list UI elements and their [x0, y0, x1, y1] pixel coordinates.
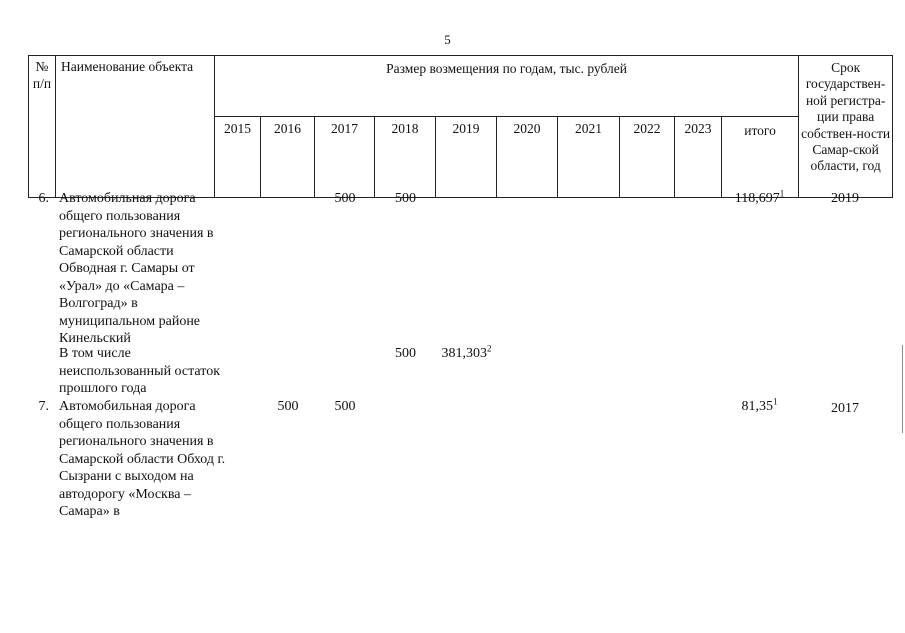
header-year-2016: 2016 [261, 117, 315, 198]
header-year-2021: 2021 [558, 117, 620, 198]
header-object-name: Наименование объекта [56, 56, 215, 198]
row-6-sub-value-2019: 381,303$^2$ [441, 343, 492, 361]
table-header [28, 55, 893, 198]
header-number: № п/п [29, 56, 56, 198]
header-compensation-size: Размер возмещения по годам, тыс. рублей [215, 56, 799, 117]
row-6-number: 6. [38, 191, 49, 206]
header-total: итого [722, 117, 799, 198]
header-year-2017: 2017 [315, 117, 375, 198]
header-year-2015: 2015 [215, 117, 261, 198]
scan-edge-line [902, 345, 903, 433]
row-6-value-2017: 500 [334, 191, 356, 206]
row-7-total: 81,35$^1$ [741, 396, 778, 414]
row-6-sub-name: В том числе неиспользованный остаток прошлого года [59, 346, 220, 396]
page-number: 5 [444, 32, 451, 47]
row-6-object-name: Автомобильная дорога общего пользования регионального значения в Самарской области Обводная г. Самары от «Урал» до «Самара – Волгоград» в муниципальном районе Кинельский [59, 191, 214, 346]
row-6-sub-value-2018: 500 [395, 346, 416, 361]
row-7-object-name: Автомобильная дорога общего пользования регионального значения в Самарской области Обход г. Сызрани с выходом на автодорогу «Москва – Самара» в [59, 399, 226, 519]
header-year-2020: 2020 [497, 117, 558, 198]
header-year-2023: 2023 [675, 117, 722, 198]
header-year-2018: 2018 [375, 117, 436, 198]
header-registration-term: Срок государствен-ной регистра-ции права собствен-ности Самар-ской области, год [799, 56, 893, 198]
row-7-registration-year: 2017 [831, 401, 859, 416]
header-year-2019: 2019 [436, 117, 497, 198]
row-7-value-2016: 500 [277, 399, 299, 414]
row-7-number: 7. [38, 399, 49, 414]
row-6-total: 118,697$^1$ [734, 188, 785, 206]
header-year-2022: 2022 [620, 117, 675, 198]
row-6-registration-year: 2019 [831, 191, 859, 206]
row-6-value-2018: 500 [395, 191, 416, 206]
row-7-value-2017: 500 [334, 399, 356, 414]
